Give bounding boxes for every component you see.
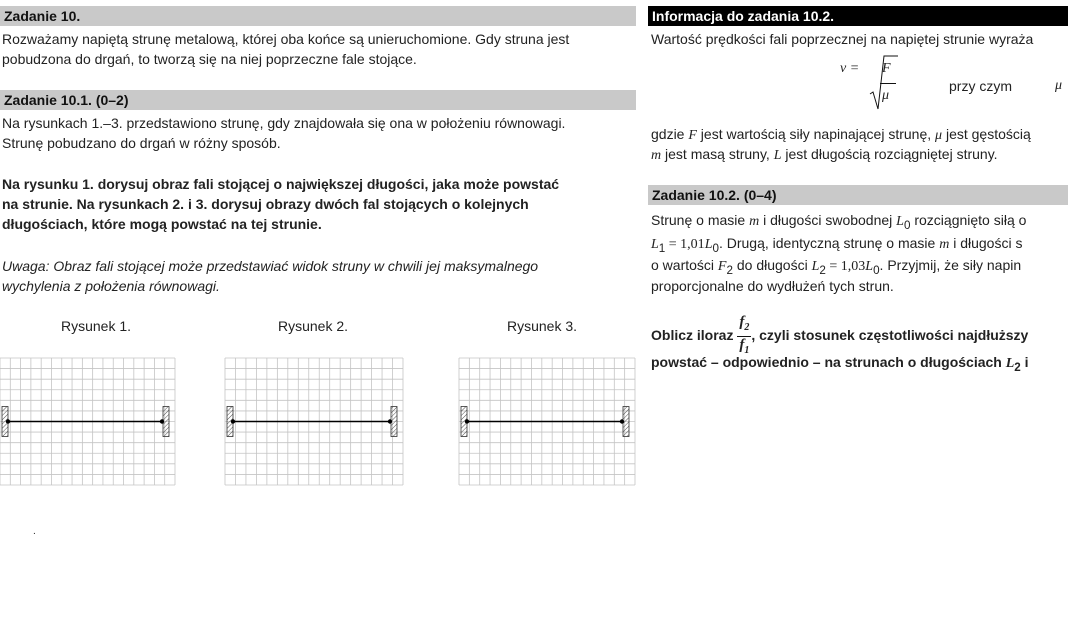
left-endpoint: [231, 419, 235, 423]
task10-1-command-line3: długościach, które mogą powstać na tej strunie.: [2, 216, 322, 232]
right-endpoint: [620, 419, 624, 423]
right-endpoint: [388, 419, 392, 423]
info-header: Informacja do zadania 10.2.: [648, 6, 1068, 26]
explain-line1: gdzie F jest wartością siły napinającej strunę, μ jest gęstością: [651, 126, 1031, 143]
left-endpoint: [6, 419, 10, 423]
stray-dot: .: [33, 526, 36, 537]
task10-2-line3: o wartości $F_2$ do długości $L_2 = 1,03L_0$. Przyjmij, że siły napin: [651, 257, 1022, 277]
formula-fraction-line: [880, 83, 896, 84]
task10-2-line1: Strunę o masie m i długości swobodnej $L_0$ rozciągnięto siłą o: [651, 212, 1027, 232]
task10-2-command-line2: powstać – odpowiednio – na strunach o długościach $L_2$ i: [651, 354, 1029, 374]
task10-2-command-line1: Oblicz iloraz $\frac{f_2}{f_1}$ , czyli stosunek częstotliwości najdłuższy: [651, 314, 1028, 359]
formula-v: v =: [840, 61, 860, 76]
figure-1-label: Rysunek 1.: [61, 318, 132, 334]
note-line2: wychylenia z położenia równowagi.: [2, 278, 220, 294]
info-text: Wartość prędkości fali poprzecznej na napiętej strunie wyraża: [651, 31, 1034, 47]
task10-1-header: Zadanie 10.1. (0–2): [0, 90, 636, 110]
formula-F: F: [882, 61, 891, 76]
task10-1-command-line1: Na rysunku 1. dorysuj obraz fali stojącej o największej długości, jaka może powstać: [2, 176, 560, 192]
task10-2-line4: proporcjonalne do wydłużeń tych strun.: [651, 278, 894, 294]
task10-2-line2: $L_1 = 1,01L_0$. Drugą, identyczną strunę o masie m i długości s: [651, 235, 1023, 255]
formula-mu: μ: [882, 88, 890, 103]
figure-3-label: Rysunek 3.: [507, 318, 578, 334]
task10-intro-line1: Rozważamy napiętą strunę metalową, której oba końce są unieruchomione. Gdy struna jest: [2, 31, 570, 47]
formula-mu2: μ: [1055, 78, 1063, 93]
fraction-f2-f1: $\frac{f_2}{f_1}$: [739, 314, 750, 356]
note-line1: Uwaga: Obraz fali stojącej może przedstawiać widok struny w chwili jej maksymalnego: [2, 258, 539, 274]
explain-line2: m jest masą struny, L jest długością rozciągniętej struny.: [651, 146, 998, 163]
task10-2-header: Zadanie 10.2. (0–4): [648, 185, 1068, 205]
task10-1-command-line2: na strunie. Na rysunkach 2. i 3. dorysuj obrazy dwóch fal stojących o kolejnych: [2, 196, 529, 212]
task10-1-text-line2: Strunę pobudzano do drgań w różny sposób.: [2, 135, 281, 151]
right-endpoint: [160, 419, 164, 423]
figure-2-label: Rysunek 2.: [278, 318, 349, 334]
task10-header: Zadanie 10.: [0, 6, 636, 26]
left-endpoint: [465, 419, 469, 423]
figure-2-grid[interactable]: [225, 358, 403, 485]
task10-1-text-line1: Na rysunkach 1.–3. przedstawiono strunę, gdy znajdowała się ona w położeniu równowagi.: [2, 115, 566, 131]
figure-1-grid[interactable]: [0, 358, 175, 485]
task10-intro-line2: pobudzona do drgań, to tworzą się na niej poprzeczne fale stojące.: [2, 51, 417, 67]
figure-3-grid[interactable]: [459, 358, 635, 485]
formula-where: przy czym: [949, 78, 1012, 94]
